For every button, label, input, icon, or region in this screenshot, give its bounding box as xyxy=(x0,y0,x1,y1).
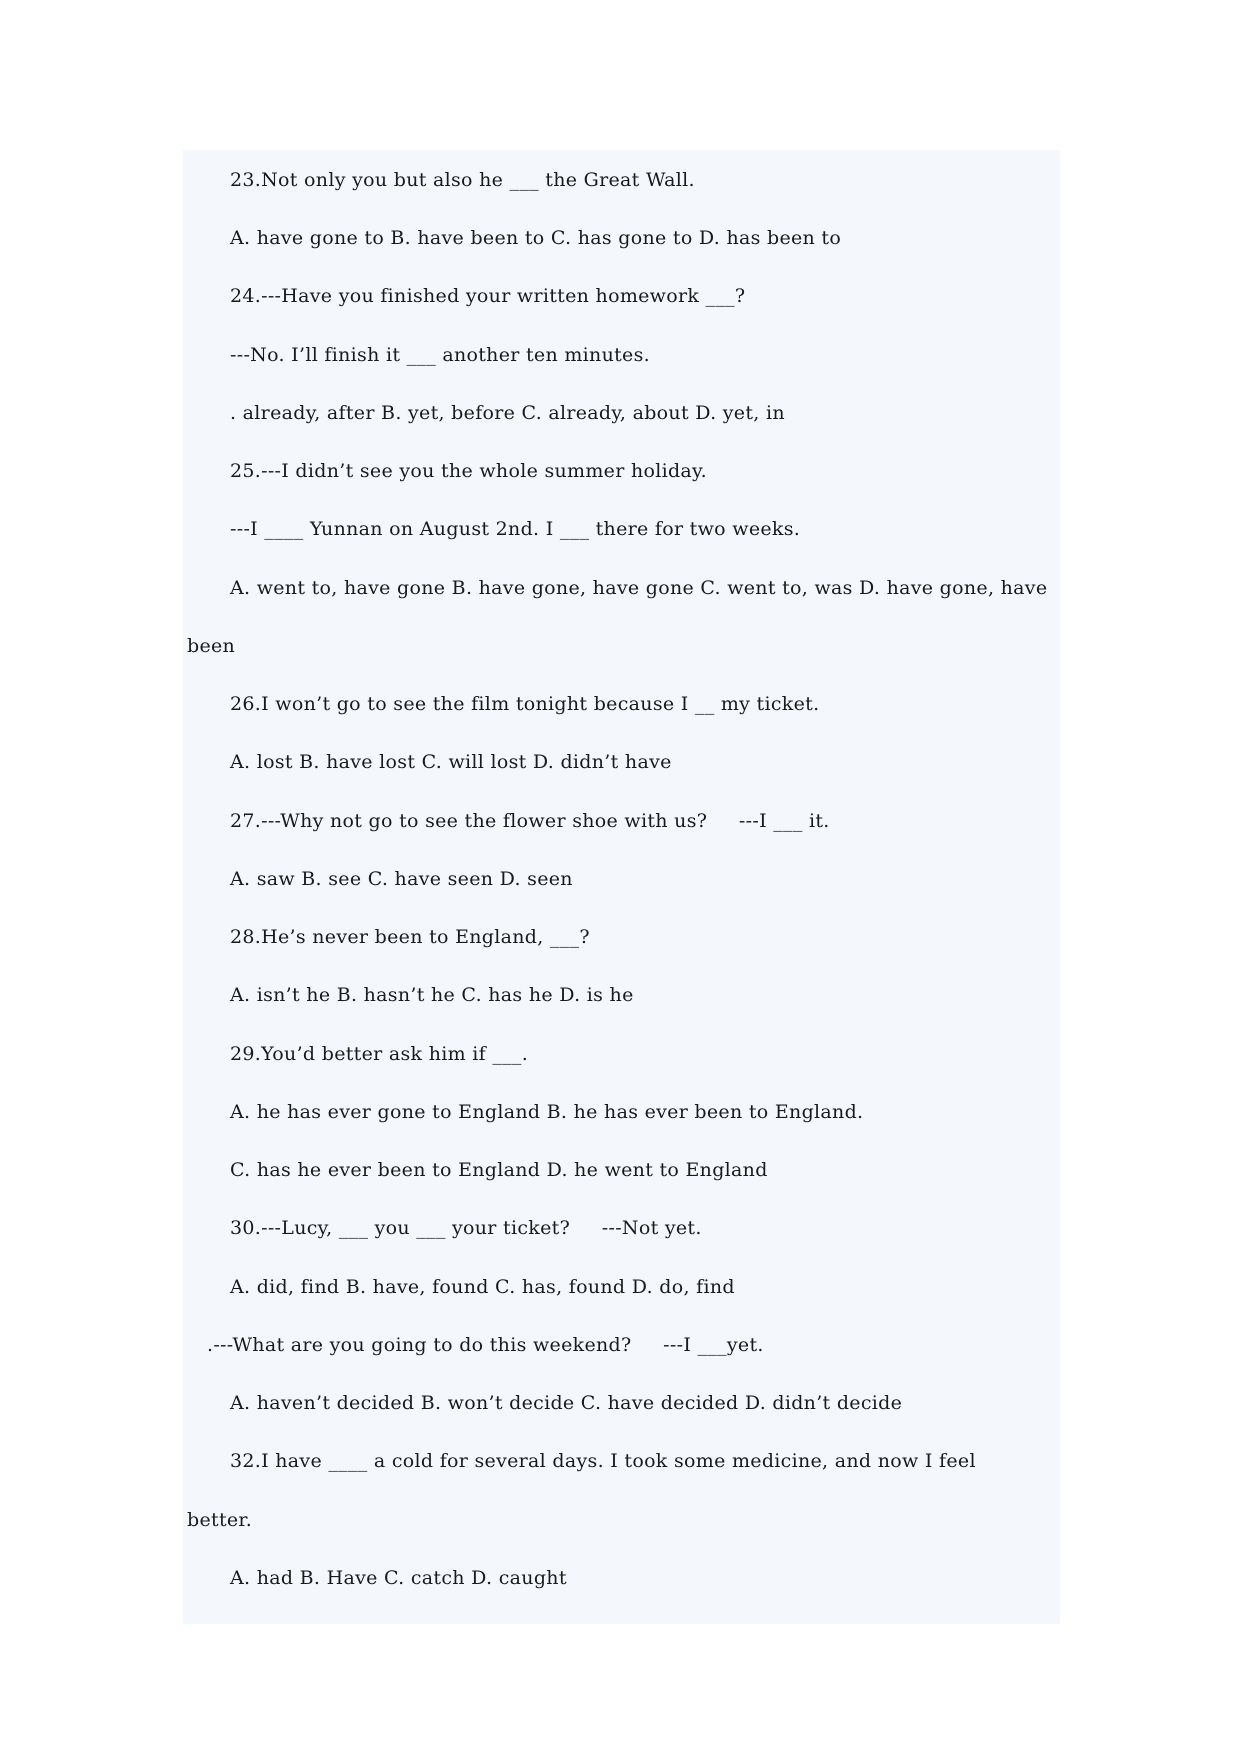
options-31: A. haven’t decided B. won’t decide C. have decided D. didn’t decide xyxy=(230,1392,903,1414)
question-27: 27.---Why not go to see the flower shoe with us? ---I ___ it. xyxy=(230,810,830,832)
question-28: 28.He’s never been to England, ___? xyxy=(230,926,590,948)
question-26: 26.I won’t go to see the film tonight because I __ my ticket. xyxy=(230,693,820,715)
question-32-wrap: better. xyxy=(187,1509,253,1531)
options-25: A. went to, have gone B. have gone, have gone C. went to, was D. have gone, have xyxy=(230,577,1048,599)
options-29-ab: A. he has ever gone to England B. he has ever been to England. xyxy=(230,1101,864,1123)
options-24: . already, after B. yet, before C. already, about D. yet, in xyxy=(230,402,785,424)
question-23: 23.Not only you but also he ___ the Great Wall. xyxy=(230,169,695,191)
options-26: A. lost B. have lost C. will lost D. didn’t have xyxy=(230,751,672,773)
question-24-reply: ---No. I’ll finish it ___ another ten minutes. xyxy=(230,344,650,366)
options-23: A. have gone to B. have been to C. has gone to D. has been to xyxy=(230,227,842,249)
question-32: 32.I have ____ a cold for several days. I took some medicine, and now I feel xyxy=(230,1450,976,1472)
question-25: 25.---I didn’t see you the whole summer holiday. xyxy=(230,460,707,482)
question-31: .---What are you going to do this weekend? ---I ___yet. xyxy=(207,1334,764,1356)
options-30: A. did, find B. have, found C. has, found D. do, find xyxy=(230,1276,735,1298)
question-24: 24.---Have you finished your written homework ___? xyxy=(230,285,746,307)
options-29-cd: C. has he ever been to England D. he went to England xyxy=(230,1159,768,1181)
question-25-reply: ---I ____ Yunnan on August 2nd. I ___ there for two weeks. xyxy=(230,518,801,540)
question-29: 29.You’d better ask him if ___. xyxy=(230,1043,529,1065)
question-30: 30.---Lucy, ___ you ___ your ticket? ---Not yet. xyxy=(230,1217,702,1239)
options-28: A. isn’t he B. hasn’t he C. has he D. is he xyxy=(230,984,634,1006)
options-27: A. saw B. see C. have seen D. seen xyxy=(230,868,573,890)
options-25-wrap: been xyxy=(187,635,236,657)
options-32: A. had B. Have C. catch D. caught xyxy=(230,1567,567,1589)
